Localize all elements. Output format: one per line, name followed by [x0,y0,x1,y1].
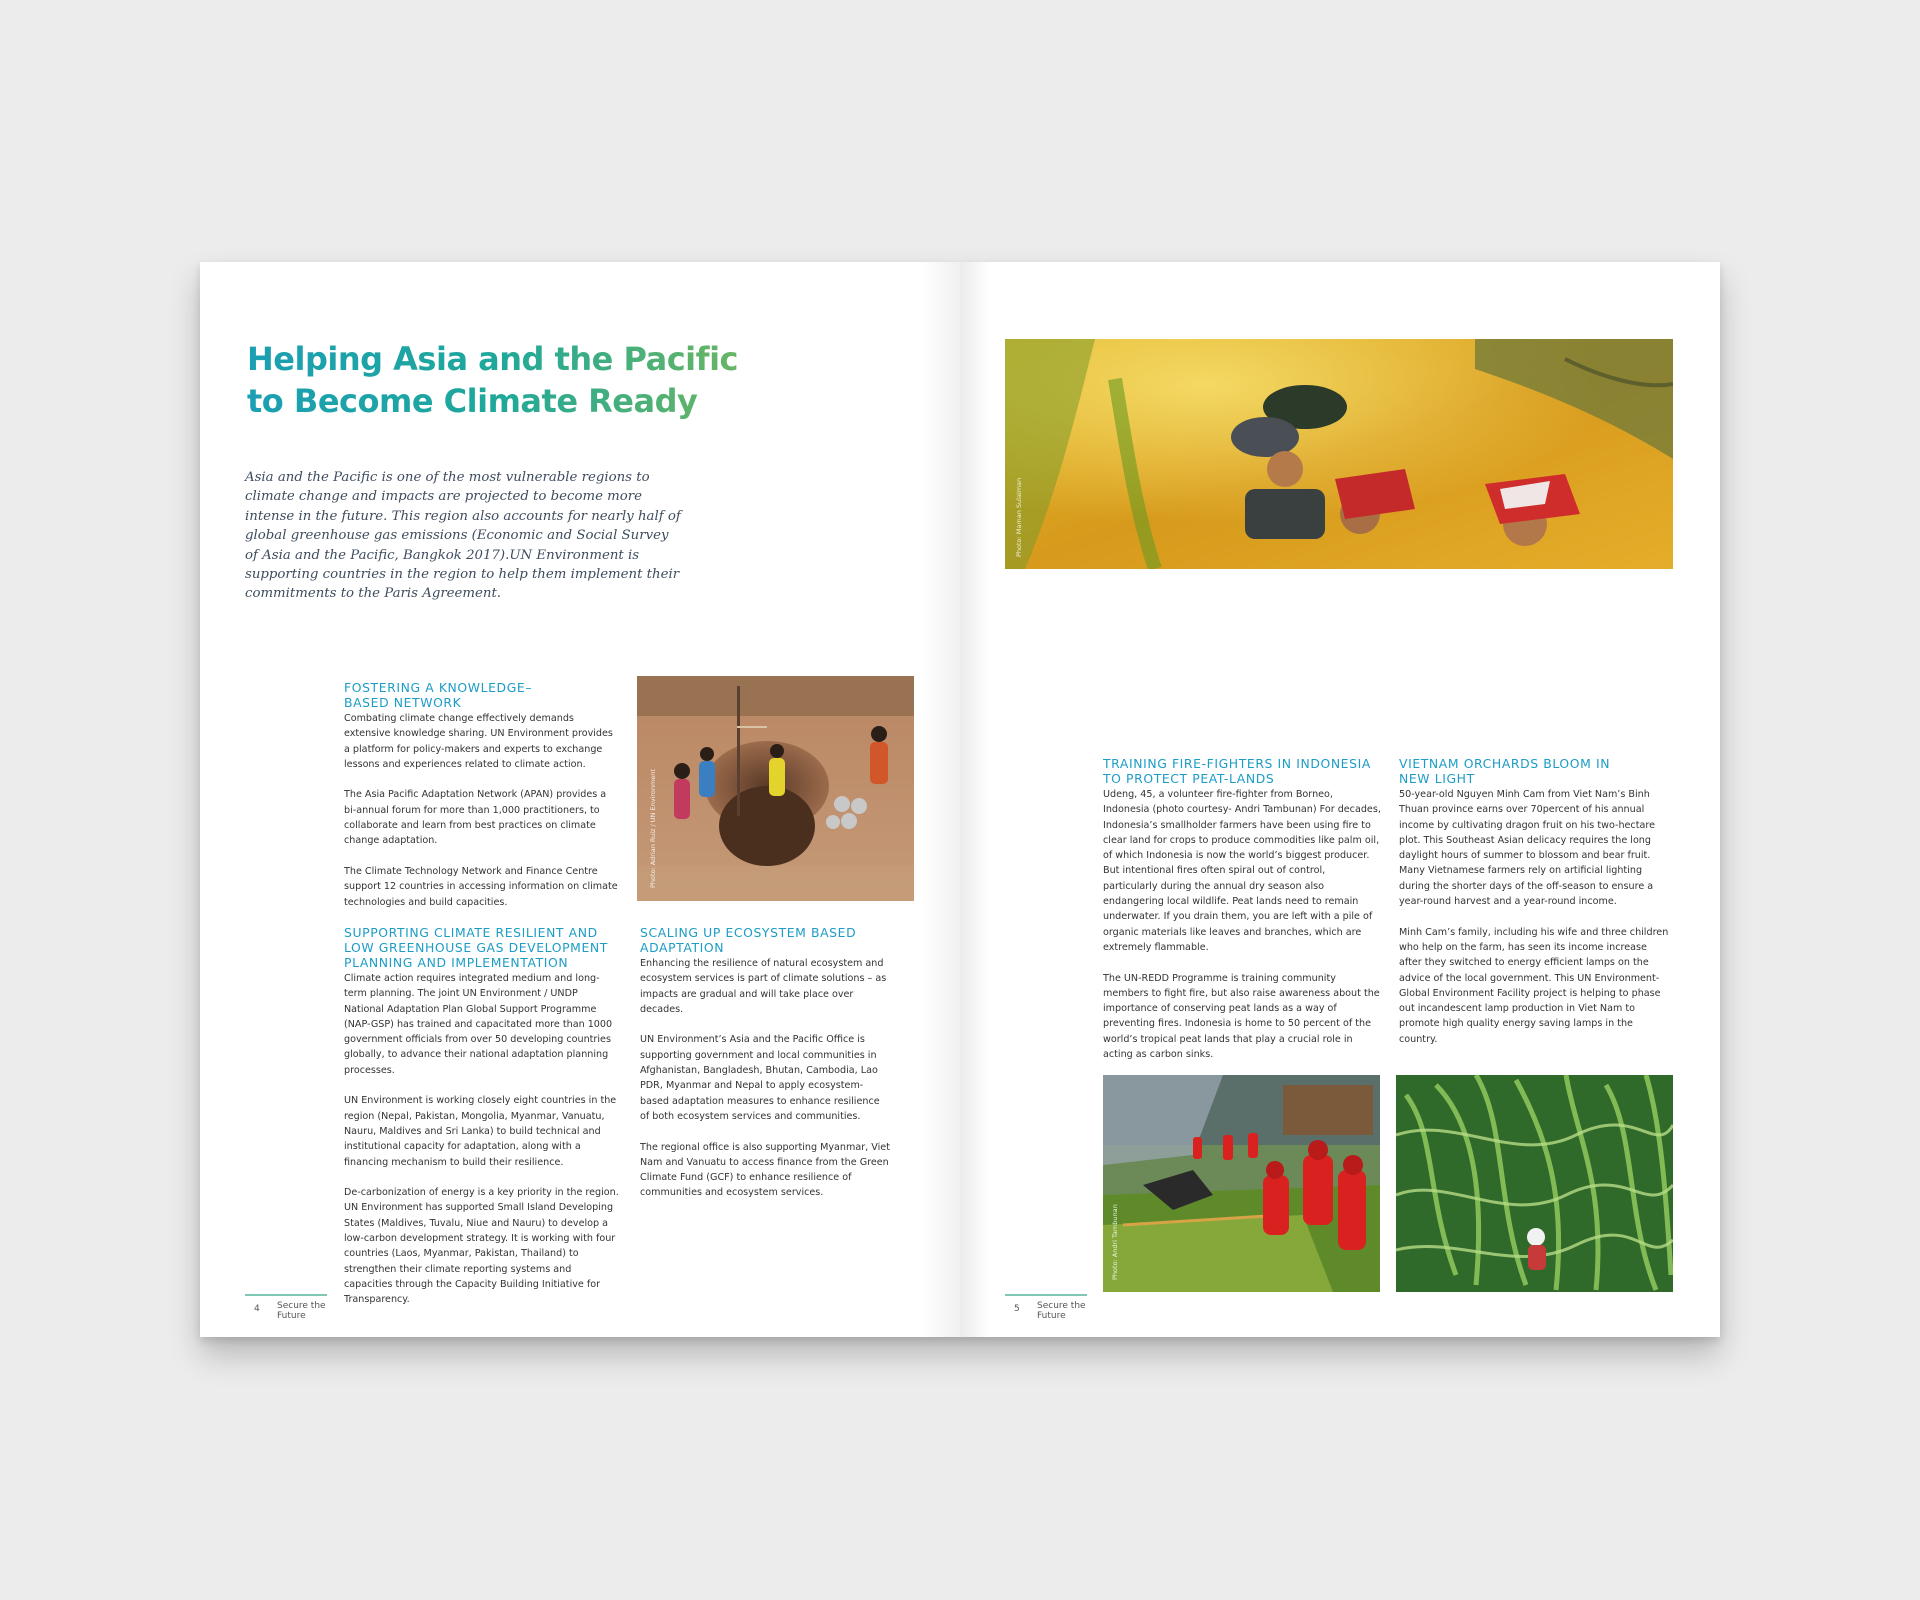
firefighters-illustration [1103,1075,1380,1292]
footer-rule [245,1294,327,1296]
heading-climate-resilient: SUPPORTING CLIMATE RESILIENT AND LOW GREENHOUSE GAS DEVELOPMENT PLANNING AND IMPLEMENTATION [344,925,608,970]
paragraph: Enhancing the resilience of natural ecosystem and ecosystem services is part of climate solutions – as impacts are gradual and will take place over decades. [640,958,887,1015]
orchard-illustration [1396,1075,1673,1292]
paragraph: The regional office is also supporting Myanmar, Viet Nam and Vanuatu to access finance from the Green Climate Fund (GCF) to enhance resilience of communities and ecosystem services. [640,1141,890,1199]
left-page [200,262,960,1337]
fire-fighters-body [1103,787,1381,1062]
knowledge-network-body [344,711,619,910]
paragraph: UN Environment is working closely eight countries in the region (Nepal, Pakistan, Mongolia, Myanmar, Vanuatu, Nauru, Maldives and Sri Lanka) to build technical and institutional capacity for adaptation, along with a financing mechanism to build their resilience. [344,1095,617,1168]
paragraph: De-carbonization of energy is a key priority in the region. UN Environment has supported Small Island Developing States (Maldives, Tuvalu, Niue and Nauru) to develop a low-carbon development strategy. It is working with four countries (Laos, Myanmar, Pakistan, Thailand) to strengthen their climate reporting systems and capacities through the Capacity Building Initiative for Transparency. [344,1187,619,1306]
brochure-spread [200,262,1720,1337]
flood-children-photo [1005,339,1673,569]
paragraph: The Climate Technology Network and Finance Centre support 12 countries in accessing information on climate technologies and build capacities. [344,865,618,908]
ecosystem-adaptation-body [640,956,890,1201]
right-page [960,262,1720,1337]
heading-knowledge-network: FOSTERING A KNOWLEDGE–BASED NETWORK [344,680,533,710]
climate-resilient-body [344,971,619,1308]
paragraph: The Asia Pacific Adaptation Network (APAN) provides a bi-annual forum for more than 1,000 practitioners, to collaborate and learn from best practices on climate change adaptation. [344,789,607,847]
photo-credit: Photo: Maman Sulaiman [1015,477,1023,557]
paragraph: 50-year-old Nguyen Minh Cam from Viet Nam’s Binh Thuan province earns over 70percent of his annual income by cultivating dragon fruit on his two-hectare plot. This Southeast Asian delicacy requires the long daylight hours of summer to blossom and bear fruit. Many Vietnamese farmers rely on artificial lighting during the shorter days of the off-season to ensure a year-round harvest and a year-round income. [1399,789,1655,908]
paragraph: The UN-REDD Programme is training community members to fight fire, but also raise awareness about the importance of conserving peat lands as a way of preventing fires. Indonesia is home to 50 percent of the world’s tropical peat lands that play a crucial role in acting as carbon sinks. [1103,972,1380,1061]
firefighters-photo [1103,1075,1380,1292]
gutter-shadow [920,262,960,1337]
gutter-shadow [960,262,990,1337]
footer-rule [1005,1294,1087,1296]
intro-paragraph: Asia and the Pacific is one of the most vulnerable regions to climate change and impacts are projected to become more intense in the future. This region also accounts for nearly half of global greenhouse gas emissions (Economic and Social Survey of Asia and the Pacific, Bangkok 2017).UN Environment is supporting countries in the region to help them implement their commitments to the Paris Agreement. [245,470,681,602]
photo-credit: Photo: Adrian Ruiz / UN Environment [649,769,657,888]
heading-fire-fighters: TRAINING FIRE-FIGHTERS IN INDONESIA TO PROTECT PEAT-LANDS [1103,756,1371,786]
footer-label: Secure the Future [277,1301,326,1321]
dragon-fruit-orchard-photo [1396,1075,1673,1292]
paragraph: UN Environment’s Asia and the Pacific Office is supporting government and local communities in Afghanistan, Bangladesh, Bhutan, Cambodia, Lao PDR, Myanmar and Nepal to apply ecosystem-based adaptation measures to enhance resilience of both ecosystem services and communities. [640,1034,880,1122]
heading-vietnam-orchards: VIETNAM ORCHARDS BLOOM IN NEW LIGHT [1399,756,1611,786]
well-digging-photo [637,676,914,901]
photo-credit: Photo: Andri Tambunan [1111,1204,1119,1280]
page-number: 5 [1014,1304,1020,1314]
well-digging-illustration [637,676,914,901]
footer-label: Secure the Future [1037,1301,1086,1321]
paragraph: Minh Cam’s family, including his wife and three children who help on the farm, has seen its income increase after they switched to energy efficient lamps on the advice of the local government. This UN Environment-Global Environment Facility project is helping to phase out incandescent lamp production in Viet Nam to promote high quality energy saving lamps in the country. [1399,926,1669,1045]
paragraph: Combating climate change effectively demands extensive knowledge sharing. UN Environment provides a platform for policy-makers and experts to exchange lessons and experiences related to climate action. [344,713,613,770]
page-number: 4 [254,1304,260,1314]
title-line-2: to Become Climate Ready [247,382,698,420]
paragraph: Climate action requires integrated medium and long-term planning. The joint UN Environment / UNDP National Adaptation Plan Global Support Programme (NAP-GSP) has trained and capacitated more than 1000 government officials from over 50 developing countries globally, to advance their national adaptation planning processes. [344,973,613,1076]
page-title [247,338,807,422]
title-line-1: Helping Asia and the Pacific [247,340,738,378]
flood-illustration [1005,339,1673,569]
heading-ecosystem-adaptation: SCALING UP ECOSYSTEM BASED ADAPTATION [640,925,857,955]
paragraph: Udeng, 45, a volunteer fire-fighter from Borneo, Indonesia (photo courtesy- Andri Tambunan) For decades, Indonesia’s smallholder farmers have been using fire to clear land for crops to produce commodities like palm oil, of which Indonesia is now the world’s biggest producer. But intentional fires often spiral out of control, particularly during the annual dry season also endangering local wildlife. Peat lands need to remain underwater. If you drain them, you are left with a pile of organic materials like leaves and branches, which are extremely flammable. [1103,789,1381,953]
vietnam-orchards-body [1399,787,1671,1047]
